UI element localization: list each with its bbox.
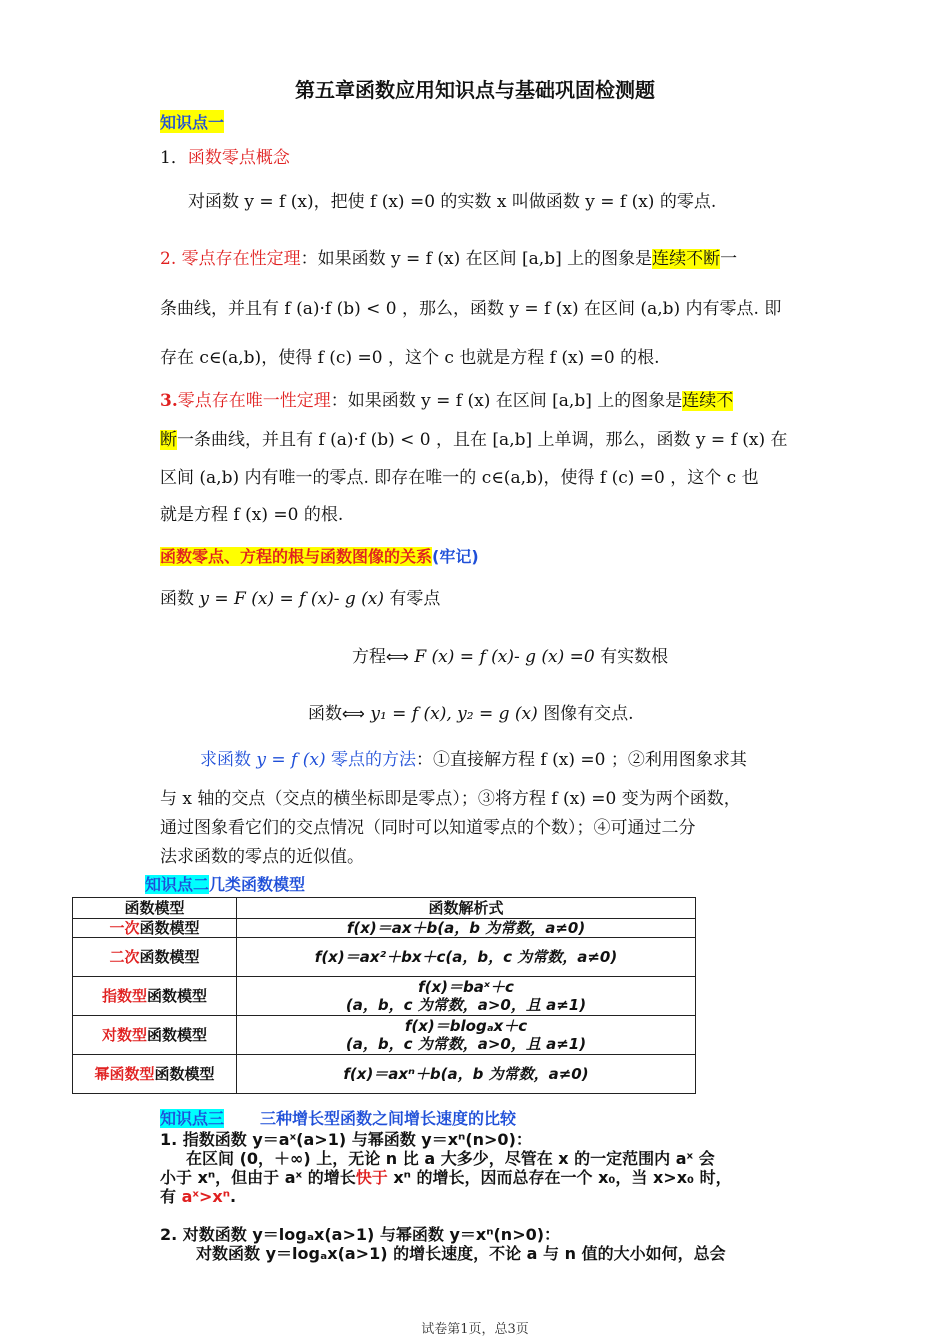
theorem3-line2 [160,425,788,450]
method-l1b: ：①直接解方程 f (x) =0 ；②利用图象求其 [416,750,747,770]
relation-heading [160,544,479,567]
formula-cell [237,1016,696,1055]
model-cell [73,1055,237,1094]
kp3-heading [160,1106,516,1129]
formula-cell [237,919,696,938]
kp3-p1-l3a: 有 [160,1187,182,1206]
theorem2-line3: 存在 c∈(a,b)，使得 f (c) =0 ，这个 c 也就是方程 f (x) =0 的根. [160,348,660,368]
page-title: 第五章函数应用知识点与基础巩固检测题 [295,78,655,102]
model-suffix: 函数模型 [147,1026,208,1044]
method-head-b: 零点的方法 [325,750,417,770]
kp2-label-b: 几类函数模型 [209,875,306,894]
kp3-p1-l2b: xⁿ 的增长，因而总存在一个 x₀，当 x>x₀ 时， [387,1168,732,1187]
relation-l3-label: 函数 [308,704,342,724]
kp2-label [145,872,305,895]
kp3-p2-line1: 对数函数 y＝logₐx(a>1) 的增长速度，不论 a 与 n 值的大小如何，总会 [196,1244,726,1263]
relation-l2-formula: F (x) = f (x)- g (x) =0 [414,647,595,667]
table-header-formula: 函数解析式 [237,898,696,919]
kp1-heading [160,143,290,168]
theorem2-line2: 条曲线，并且有 f (a)·f (b) < 0 ，那么，函数 y = f (x) 在区间 (a,b) 内有零点. 即 [160,299,782,319]
kp3-p1-l2a: 小于 xⁿ，但由于 aˣ 的增长 [160,1168,356,1187]
table-row [73,938,696,977]
formula-condition: (a，b，c 为常数，a>0，且 a≠1) [345,996,587,1014]
kp1-label: 知识点一 [160,110,224,133]
model-type: 指数型 [101,987,147,1005]
formula-text: f(x)＝axⁿ＋b(a，b 为常数，a≠0) [343,1065,589,1083]
table-header-row [73,898,696,919]
kp3-p1-line1: 在区间 (0，＋∞) 上，无论 n 比 a 大多少，尽管在 x 的一定范围内 aˣ 会 [186,1149,715,1168]
kp1-heading-num: 1． [160,148,188,168]
theorem3-line3: 区间 (a,b) 内有唯一的零点. 即存在唯一的 c∈(a,b)，使得 f (c) =0 ，这个 c 也 [160,468,759,488]
method-line3: 通过图象看它们的交点情况（同时可以知道零点的个数）；④可通过二分 [160,818,696,838]
equivalence-arrow-2: ⟺ [342,704,365,723]
table-header-model: 函数模型 [73,898,237,919]
table-row [73,919,696,938]
relation-l1-formula: y = F (x) = f (x)- g (x) [199,589,384,609]
table-row [73,977,696,1016]
model-cell [73,1016,237,1055]
model-suffix: 函数模型 [147,987,208,1005]
kp3-p1-line2 [160,1165,732,1188]
formula-cell [237,1055,696,1094]
zero-definition: 对函数 y = f (x)，把使 f (x) =0 的实数 x 叫做函数 y = f (x) 的零点. [188,192,717,212]
relation-line3 [308,699,634,724]
kp3-p1-l3b: . [230,1187,237,1206]
method-line2: 与 x 轴的交点（交点的横坐标即是零点）；③将方程 f (x) =0 变为两个函数， [160,789,741,809]
model-cell [73,938,237,977]
kp2-label-a: 知识点二 [145,875,210,894]
model-suffix: 函数模型 [139,948,200,966]
kp3-p1-faster: 快于 [355,1168,388,1187]
relation-l1-tail: 有零点 [389,589,441,609]
theorem3-head: 零点存在唯一性定理 [177,391,331,411]
relation-l3-formula: y₁ = f (x), y₂ = g (x) [370,704,538,724]
formula-text: f(x)＝blogₐx＋c [404,1017,528,1035]
method-formula: y = f (x) [256,750,326,770]
formula-text: f(x)＝ax²＋bx＋c(a，b，c 为常数，a≠0) [314,948,618,966]
theorem3-continuous-b: 断 [160,430,177,450]
relation-l1-label: 函数 [160,589,194,609]
model-cell [73,919,237,938]
relation-line2 [352,642,668,667]
formula-text: f(x)＝baˣ＋c [418,978,514,996]
theorem3-line4: 就是方程 f (x) =0 的根. [160,505,344,525]
theorem2-l1a: ：如果函数 y = f (x) 在区间 [a,b] 上的图象是 [300,249,653,269]
relation-l2-label: 方程 [352,647,386,667]
theorem3-l1a: ：如果函数 y = f (x) 在区间 [a,b] 上的图象是 [330,391,683,411]
formula-cell [237,938,696,977]
method-line1 [200,745,747,770]
equivalence-arrow-1: ⟺ [386,647,409,666]
kp3-p1-head: 1. 指数函数 y＝aˣ(a>1) 与幂函数 y＝xⁿ(n>0)： [160,1130,532,1149]
kp1-heading-text: 函数零点概念 [187,148,290,168]
relation-head: 函数零点、方程的根与函数图像的关系 [160,547,433,566]
relation-line1 [160,584,440,609]
method-head-a: 求函数 [200,750,257,770]
theorem2-l1b: 一 [720,249,738,269]
kp3-p2-head: 2. 对数函数 y＝logₐx(a>1) 与幂函数 y＝xⁿ(n>0)： [160,1225,561,1244]
model-type: 一次 [109,919,140,937]
theorem3-num: 3. [160,391,178,411]
theorem3-line1 [160,386,733,411]
theorem2-continuous: 连续不断 [652,249,721,269]
relation-l3-tail: 图像有交点. [543,704,634,724]
function-models-table [72,897,696,1094]
formula-text: f(x)＝ax＋b(a，b 为常数，a≠0) [346,919,586,937]
kp3-p1-line3 [160,1184,236,1207]
model-type: 幂函数型 [94,1065,155,1083]
model-type: 对数型 [101,1026,147,1044]
theorem2-head: 2. 零点存在性定理 [160,249,301,269]
model-suffix: 函数模型 [139,919,200,937]
model-type: 二次 [109,948,140,966]
kp3-title: 三种增长型函数之间增长速度的比较 [260,1109,517,1128]
model-suffix: 函数模型 [154,1065,215,1083]
table-row [73,1016,696,1055]
kp3-label: 知识点三 [160,1109,225,1128]
theorem2-line1 [160,244,737,269]
table-row [73,1055,696,1094]
formula-condition: (a，b，c 为常数，a>0，且 a≠1) [345,1035,587,1053]
model-cell [73,977,237,1016]
relation-note: (牢记) [432,547,479,566]
theorem3-continuous-a: 连续不 [682,391,734,411]
formula-cell [237,977,696,1016]
theorem3-l2b: 一条曲线，并且有 f (a)·f (b) < 0 ，且在 [a,b] 上单调，那么，函数 y = f (x) 在 [177,430,788,450]
page-footer: 试卷第1页，总3页 [421,1322,529,1337]
method-line4: 法求函数的零点的近似值。 [160,847,364,867]
kp3-p1-conclusion: aˣ>xⁿ [181,1187,230,1206]
relation-l2-tail: 有实数根 [600,647,669,667]
